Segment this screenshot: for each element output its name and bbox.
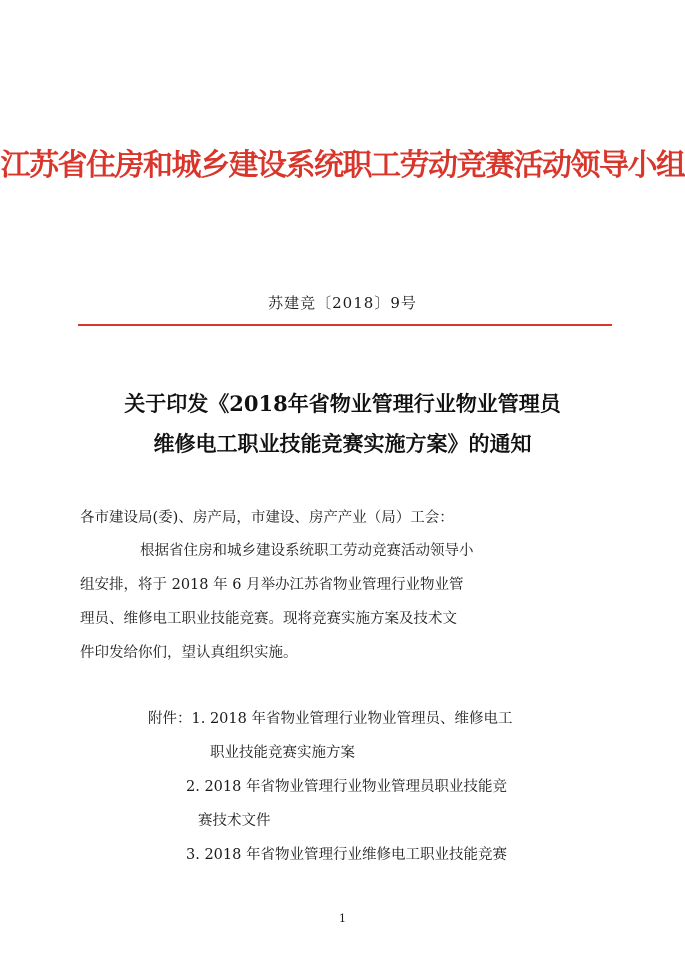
issuing-organization-header: 江苏省住房和城乡建设系统职工劳动竞赛活动领导小组 — [0, 148, 685, 183]
attachment-line: 附件：1. 2018 年省物业管理行业物业管理员、维修电工 — [148, 711, 513, 727]
salutation: 各市建设局(委)、房产局，市建设、房产产业（局）工会： — [80, 510, 454, 526]
body-paragraph — [80, 534, 610, 670]
page-number: 1 — [339, 912, 346, 925]
attachments-list — [148, 702, 608, 872]
title-line-1: 关于印发《2018年省物业管理行业物业管理员 — [124, 391, 561, 416]
red-separator-line — [78, 324, 612, 326]
attachment-line: 赛技术文件 — [198, 813, 271, 829]
attachment-line: 3. 2018 年省物业管理行业维修电工职业技能竞赛 — [186, 847, 507, 863]
attachment-line: 职业技能竞赛实施方案 — [210, 745, 355, 761]
paragraph-line: 件印发给你们，望认真组织实施。 — [80, 645, 298, 661]
document-title — [0, 384, 685, 464]
paragraph-line: 理员、维修电工职业技能竞赛。现将竞赛实施方案及技术文 — [80, 611, 457, 627]
title-line-2: 维修电工职业技能竞赛实施方案》的通知 — [153, 431, 532, 456]
attachment-line: 2. 2018 年省物业管理行业物业管理员职业技能竞 — [186, 779, 507, 795]
document-number: 苏建竞〔2018〕9号 — [268, 294, 417, 312]
paragraph-line: 组安排，将于 2018 年 6 月举办江苏省物业管理行业物业管 — [80, 577, 464, 593]
paragraph-line: 根据省住房和城乡建设系统职工劳动竞赛活动领导小 — [140, 543, 474, 559]
